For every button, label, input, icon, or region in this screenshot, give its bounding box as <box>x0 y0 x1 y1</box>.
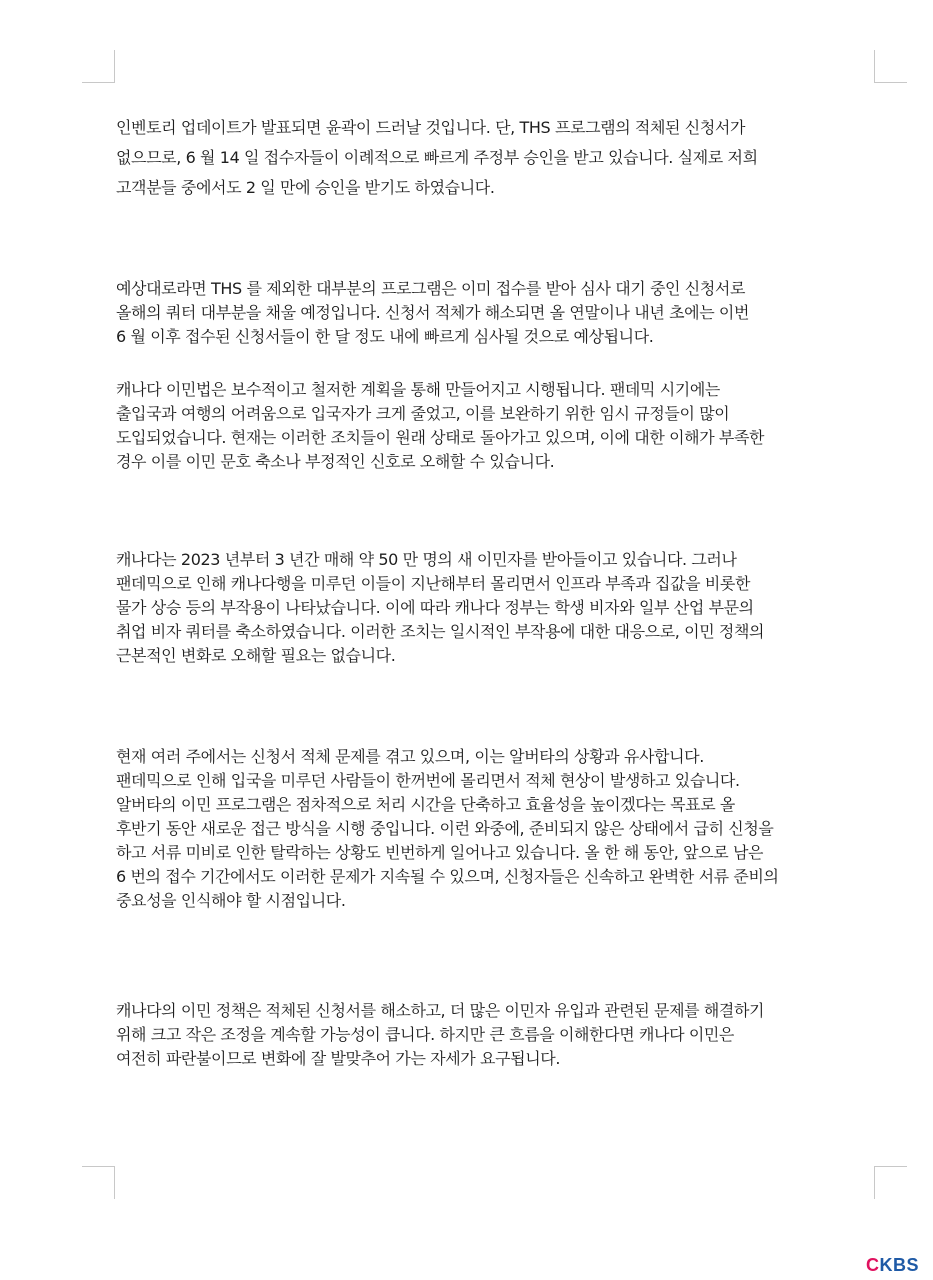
paragraph-conclusion <box>116 999 881 1071</box>
paragraph-immigration-targets <box>116 548 881 668</box>
paragraph-line: 알버타의 이민 프로그램은 점차적으로 처리 시간을 단축하고 효율성을 높이겠다는 목표로 올 <box>116 795 735 814</box>
paragraph-line: 6 월 이후 접수된 신청서들이 한 달 정도 내에 빠르게 심사될 것으로 예상됩니다. <box>116 327 654 346</box>
paragraph-program-forecast <box>116 277 881 349</box>
paragraph-line: 캐나다의 이민 정책은 적체된 신청서를 해소하고, 더 많은 이민자 유입과 관련된 문제를 해결하기 <box>116 1001 765 1020</box>
crop-mark-top-right-vertical <box>874 50 875 83</box>
paragraph-line: 현재 여러 주에서는 신청서 적체 문제를 겪고 있으며, 이는 알버타의 상황과 유사합니다. <box>116 747 704 766</box>
paragraph-line: 물가 상승 등의 부작용이 나타났습니다. 이에 따라 캐나다 정부는 학생 비자와 일부 산업 부문의 <box>116 598 754 617</box>
paragraph-line: 경우 이를 이민 문호 축소나 부정적인 신호로 오해할 수 있습니다. <box>116 452 555 471</box>
paragraph-line: 근본적인 변화로 오해할 필요는 없습니다. <box>116 646 396 665</box>
paragraph-line: 출입국과 여행의 어려움으로 입국자가 크게 줄었고, 이를 보완하기 위한 임시 규정들이 많이 <box>116 404 730 423</box>
paragraph-line: 예상대로라면 THS 를 제외한 대부분의 프로그램은 이미 접수를 받아 심사 대기 중인 신청서로 <box>116 279 746 298</box>
paragraph-line: 캐나다 이민법은 보수적이고 철저한 계획을 통해 만들어지고 시행됩니다. 팬데믹 시기에는 <box>116 380 720 399</box>
logo-kbs: KBS <box>879 1255 919 1275</box>
paragraph-line: 6 번의 접수 기간에서도 이러한 문제가 지속될 수 있으며, 신청자들은 신속하고 완벽한 서류 준비의 <box>116 867 779 886</box>
paragraph-line: 고객분들 중에서도 2 일 만에 승인을 받기도 하였습니다. <box>116 178 495 197</box>
crop-mark-bottom-right <box>874 1166 907 1167</box>
paragraph-line: 인벤토리 업데이트가 발표되면 윤곽이 드러날 것입니다. 단, THS 프로그램의 적체된 신청서가 <box>116 118 746 137</box>
kbs-logo <box>866 1255 919 1276</box>
paragraph-line: 후반기 동안 새로운 접근 방식을 시행 중입니다. 이런 와중에, 준비되지 않은 상태에서 급히 신청을 <box>116 819 774 838</box>
crop-mark-bottom-left <box>82 1166 115 1167</box>
paragraph-line: 하고 서류 미비로 인한 탈락하는 상황도 빈번하게 일어나고 있습니다. 올 한 해 동안, 앞으로 남은 <box>116 843 764 862</box>
paragraph-line: 도입되었습니다. 현재는 이러한 조치들이 원래 상태로 돌아가고 있으며, 이에 대한 이해가 부족한 <box>116 428 765 447</box>
paragraph-immigration-law <box>116 378 881 474</box>
paragraph-line: 팬데믹으로 인해 입국을 미루던 사람들이 한꺼번에 몰리면서 적체 현상이 발생하고 있습니다. <box>116 771 740 790</box>
crop-mark-top-right <box>874 82 907 83</box>
paragraph-line: 취업 비자 쿼터를 축소하였습니다. 이러한 조치는 일시적인 부작용에 대한 대응으로, 이민 정책의 <box>116 622 765 641</box>
crop-mark-top-left <box>82 82 115 83</box>
paragraph-provincial-backlog <box>116 745 881 913</box>
paragraph-line: 없으므로, 6 월 14 일 접수자들이 이례적으로 빠르게 주정부 승인을 받고 있습니다. 실제로 저희 <box>116 148 758 167</box>
crop-mark-bottom-right-vertical <box>874 1166 875 1199</box>
paragraph-line: 팬데믹으로 인해 캐나다행을 미루던 이들이 지난해부터 몰리면서 인프라 부족과 집값을 비롯한 <box>116 574 751 593</box>
paragraph-line: 위해 크고 작은 조정을 계속할 가능성이 큽니다. 하지만 큰 흐름을 이해한다면 캐나다 이민은 <box>116 1025 734 1044</box>
paragraph-line: 올해의 쿼터 대부분을 채울 예정입니다. 신청서 적체가 해소되면 올 연말이나 내년 초에는 이번 <box>116 303 750 322</box>
paragraph-line: 여전히 파란불이므로 변화에 잘 발맞추어 가는 자세가 요구됩니다. <box>116 1049 561 1068</box>
paragraph-line: 캐나다는 2023 년부터 3 년간 매해 약 50 만 명의 새 이민자를 받아들이고 있습니다. 그러나 <box>116 550 737 569</box>
paragraph-inventory-update <box>116 116 881 200</box>
crop-mark-bottom-left-vertical <box>114 1166 115 1199</box>
logo-c: C <box>865 1255 880 1275</box>
crop-mark-top-left-vertical <box>114 50 115 83</box>
paragraph-line: 중요성을 인식해야 할 시점입니다. <box>116 891 346 910</box>
